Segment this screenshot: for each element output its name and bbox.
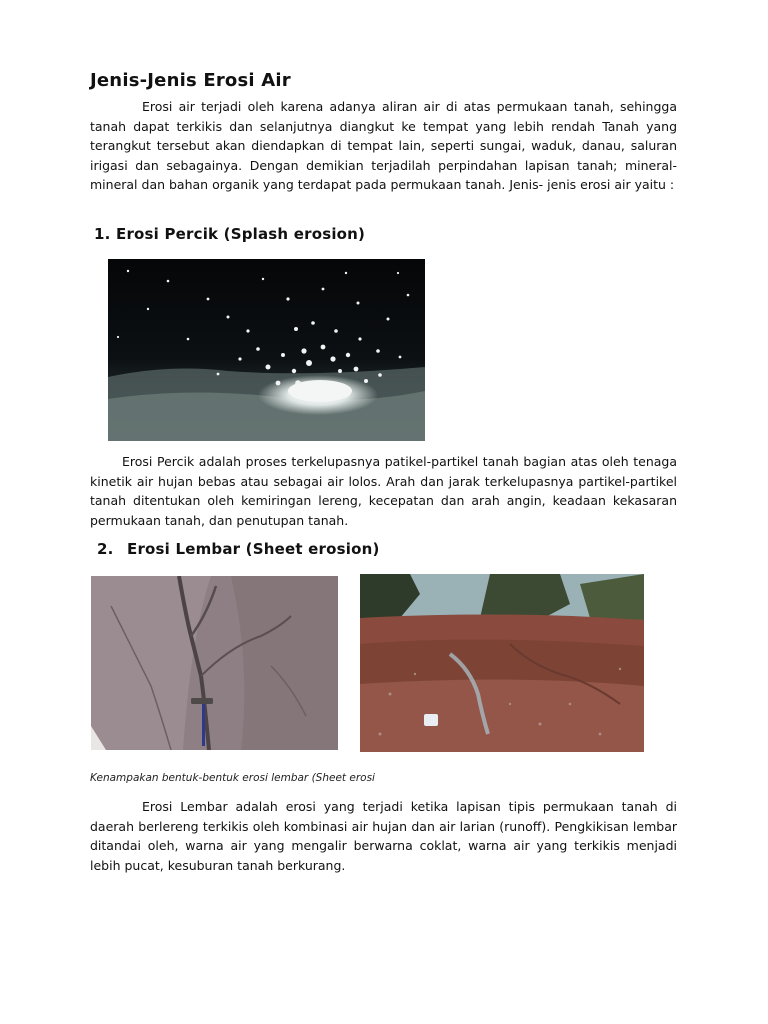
intro-paragraph: Erosi air terjadi oleh karena adanya aliran air di atas permukaan tanah, sehingga tanah dapat terkikis dan selanjutnya diangkut ke tempat yang lebih rendah Tanah yang terangkut tersebut akan diendapkan di tempat lain, seperti sungai, waduk, danau, saluran irigasi dan sebagainya. Dengan demikian terjadilah perpindahan lapisan tanah; mineral-mineral dan bahan organik yang terdapat pada permukaan tanah. Jenis- jenis erosi air yaitu : — [90, 99, 677, 193]
section-2-number: 2. — [97, 540, 114, 558]
section-1-heading — [94, 225, 365, 243]
section-2-paragraph: Erosi Lembar adalah erosi yang terjadi ketika lapisan tipis permukaan tanah di daerah berlereng terkikis oleh kombinasi air hujan dan air larian (runoff). Pengkikisan lembar ditandai oleh, warna air yang mengalir berwarna coklat, warna air yang terkikis menjadi lebih pucat, kesuburan tanah berkurang. — [90, 799, 677, 873]
sheet-erosion-photo-right — [360, 574, 644, 752]
section-2-title: Erosi Lembar (Sheet erosion) — [127, 540, 380, 558]
sheet-erosion-photo-left — [91, 576, 338, 750]
section-1-title: Erosi Percik (Splash erosion) — [116, 225, 366, 243]
page-title: Jenis-Jenis Erosi Air — [90, 70, 291, 91]
figure-caption: Kenampakan bentuk-bentuk erosi lembar (Sheet erosi — [90, 772, 375, 784]
section-1-number: 1. — [94, 225, 111, 243]
section-2-heading — [97, 540, 380, 558]
section-1-paragraph: Erosi Percik adalah proses terkelupasnya patikel-partikel tanah bagian atas oleh tenaga kinetik air hujan bebas atau sebagai air lolos. Arah dan jarak terkelupasnya partikel-partikel tanah ditentukan oleh kemiringan lereng, kecepatan dan arah angin, keadaan kekasaran permukaan tanah, dan penutupan tanah. — [90, 454, 677, 528]
splash-erosion-photo — [108, 259, 425, 441]
